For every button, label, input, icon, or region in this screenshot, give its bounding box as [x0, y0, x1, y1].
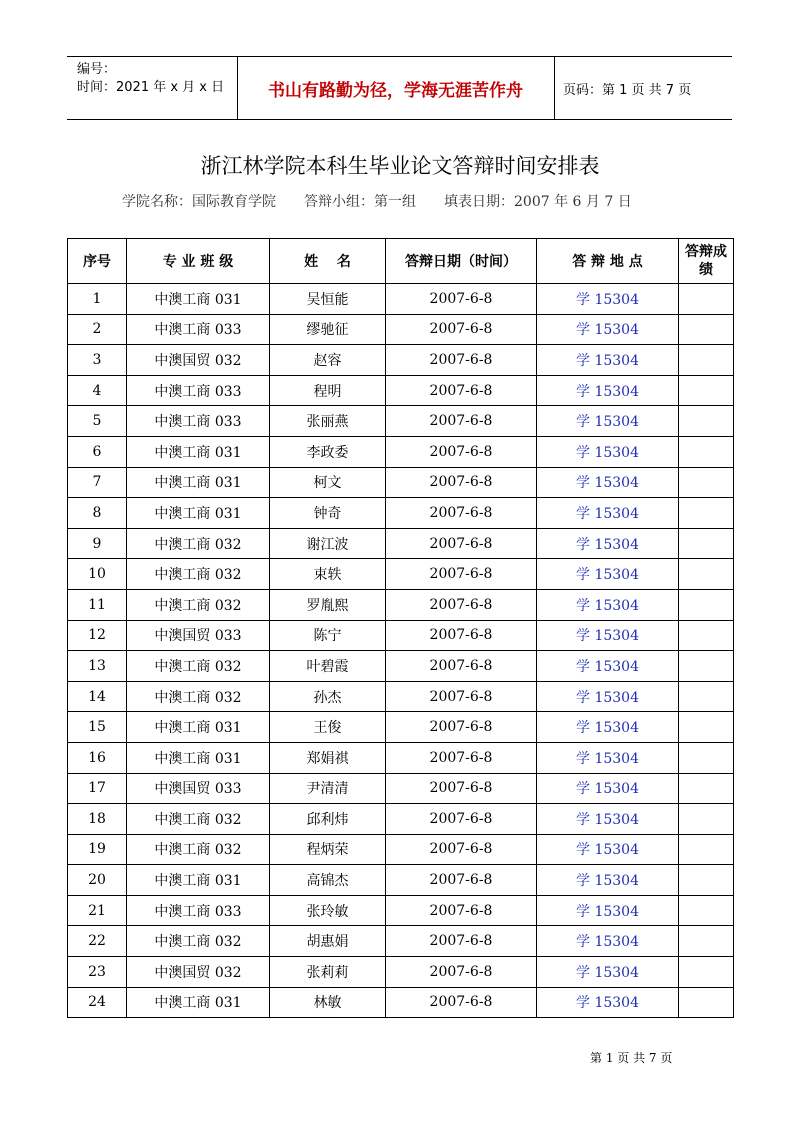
- col-header: 答辩成绩: [679, 239, 734, 284]
- college-name: 学院名称：国际教育学院: [122, 194, 276, 210]
- student-name: 郑娟祺: [270, 742, 386, 773]
- student-name: 钟奇: [270, 498, 386, 529]
- student-name: 胡惠娟: [270, 926, 386, 957]
- defense-room: 学 15304: [537, 895, 679, 926]
- table-row: [68, 742, 734, 773]
- table-row: [68, 957, 734, 988]
- student-name: 张丽燕: [270, 406, 386, 437]
- row-number: 3: [68, 345, 127, 376]
- row-number: 17: [68, 773, 127, 804]
- student-name: 缪驰征: [270, 314, 386, 345]
- class-name: 中澳国贸 032: [127, 957, 270, 988]
- student-name: 程明: [270, 375, 386, 406]
- class-name: 中澳工商 031: [127, 987, 270, 1018]
- row-number: 6: [68, 436, 127, 467]
- defense-room: 学 15304: [537, 681, 679, 712]
- class-name: 中澳工商 032: [127, 834, 270, 865]
- row-number: 16: [68, 742, 127, 773]
- defense-date: 2007-6-8: [386, 712, 537, 743]
- defense-score: [679, 926, 734, 957]
- defense-date: 2007-6-8: [386, 681, 537, 712]
- defense-date: 2007-6-8: [386, 498, 537, 529]
- defense-score: [679, 712, 734, 743]
- defense-date: 2007-6-8: [386, 987, 537, 1018]
- defense-score: [679, 742, 734, 773]
- defense-room: 学 15304: [537, 804, 679, 835]
- row-number: 7: [68, 467, 127, 498]
- class-name: 中澳工商 032: [127, 589, 270, 620]
- defense-room: 学 15304: [537, 528, 679, 559]
- defense-score: [679, 589, 734, 620]
- class-name: 中澳工商 031: [127, 498, 270, 529]
- table-row: [68, 804, 734, 835]
- table-row: [68, 498, 734, 529]
- header-divider: [554, 57, 555, 119]
- page-header: [67, 56, 732, 120]
- defense-score: [679, 498, 734, 529]
- student-name: 罗胤熙: [270, 589, 386, 620]
- student-name: 林敏: [270, 987, 386, 1018]
- row-number: 2: [68, 314, 127, 345]
- page-footer: 第 1 页 共 7 页: [590, 1051, 673, 1065]
- defense-room: 学 15304: [537, 742, 679, 773]
- defense-score: [679, 987, 734, 1018]
- table-row: [68, 620, 734, 651]
- table-row: [68, 773, 734, 804]
- table-row: [68, 895, 734, 926]
- table-row: [68, 865, 734, 896]
- student-name: 程炳荣: [270, 834, 386, 865]
- motto: 书山有路勤为径，学海无涯苦作舟: [268, 80, 523, 101]
- defense-score: [679, 559, 734, 590]
- student-name: 尹清清: [270, 773, 386, 804]
- defense-score: [679, 406, 734, 437]
- defense-room: 学 15304: [537, 926, 679, 957]
- row-number: 5: [68, 406, 127, 437]
- class-name: 中澳工商 033: [127, 314, 270, 345]
- defense-date: 2007-6-8: [386, 620, 537, 651]
- row-number: 13: [68, 651, 127, 682]
- row-number: 18: [68, 804, 127, 835]
- row-number: 8: [68, 498, 127, 529]
- row-number: 21: [68, 895, 127, 926]
- class-name: 中澳工商 032: [127, 559, 270, 590]
- class-name: 中澳工商 032: [127, 651, 270, 682]
- table-row: [68, 467, 734, 498]
- defense-date: 2007-6-8: [386, 895, 537, 926]
- defense-date: 2007-6-8: [386, 589, 537, 620]
- col-header: 答辩日期（时间）: [386, 239, 537, 284]
- student-name: 陈宁: [270, 620, 386, 651]
- row-number: 4: [68, 375, 127, 406]
- table-row: [68, 375, 734, 406]
- class-name: 中澳工商 033: [127, 895, 270, 926]
- table-row: [68, 528, 734, 559]
- defense-room: 学 15304: [537, 834, 679, 865]
- defense-date: 2007-6-8: [386, 375, 537, 406]
- defense-date: 2007-6-8: [386, 528, 537, 559]
- defense-score: [679, 834, 734, 865]
- class-name: 中澳工商 031: [127, 742, 270, 773]
- row-number: 14: [68, 681, 127, 712]
- table-row: [68, 681, 734, 712]
- defense-score: [679, 681, 734, 712]
- defense-score: [679, 345, 734, 376]
- defense-score: [679, 804, 734, 835]
- class-name: 中澳国贸 032: [127, 345, 270, 376]
- defense-room: 学 15304: [537, 651, 679, 682]
- defense-room: 学 15304: [537, 957, 679, 988]
- row-number: 19: [68, 834, 127, 865]
- defense-date: 2007-6-8: [386, 957, 537, 988]
- defense-date: 2007-6-8: [386, 865, 537, 896]
- defense-score: [679, 895, 734, 926]
- defense-date: 2007-6-8: [386, 651, 537, 682]
- student-name: 束轶: [270, 559, 386, 590]
- row-number: 15: [68, 712, 127, 743]
- student-name: 叶碧霞: [270, 651, 386, 682]
- defense-date: 2007-6-8: [386, 804, 537, 835]
- defense-score: [679, 436, 734, 467]
- col-header: 专 业 班 级: [127, 239, 270, 284]
- table-row: [68, 436, 734, 467]
- student-name: 柯文: [270, 467, 386, 498]
- student-name: 谢江波: [270, 528, 386, 559]
- class-name: 中澳工商 032: [127, 926, 270, 957]
- defense-date: 2007-6-8: [386, 467, 537, 498]
- class-name: 中澳国贸 033: [127, 773, 270, 804]
- row-number: 9: [68, 528, 127, 559]
- class-name: 中澳工商 031: [127, 712, 270, 743]
- class-name: 中澳工商 032: [127, 681, 270, 712]
- student-name: 孙杰: [270, 681, 386, 712]
- defense-date: 2007-6-8: [386, 742, 537, 773]
- table-body: [68, 284, 734, 1018]
- defense-date: 2007-6-8: [386, 314, 537, 345]
- defense-score: [679, 284, 734, 315]
- student-name: 张玲敏: [270, 895, 386, 926]
- defense-score: [679, 865, 734, 896]
- table-header-row: [68, 239, 734, 284]
- defense-room: 学 15304: [537, 559, 679, 590]
- table-row: [68, 345, 734, 376]
- defense-room: 学 15304: [537, 498, 679, 529]
- row-number: 22: [68, 926, 127, 957]
- table-row: [68, 589, 734, 620]
- defense-room: 学 15304: [537, 345, 679, 376]
- col-header: 答 辩 地 点: [537, 239, 679, 284]
- defense-room: 学 15304: [537, 589, 679, 620]
- defense-score: [679, 528, 734, 559]
- defense-score: [679, 375, 734, 406]
- table-row: [68, 406, 734, 437]
- schedule-table: [67, 238, 734, 1018]
- student-name: 邱利炜: [270, 804, 386, 835]
- defense-room: 学 15304: [537, 620, 679, 651]
- row-number: 12: [68, 620, 127, 651]
- table-row: [68, 834, 734, 865]
- header-meta: [77, 61, 224, 97]
- table-row: [68, 284, 734, 315]
- class-name: 中澳工商 031: [127, 865, 270, 896]
- defense-date: 2007-6-8: [386, 406, 537, 437]
- defense-room: 学 15304: [537, 375, 679, 406]
- defense-date: 2007-6-8: [386, 834, 537, 865]
- col-header: 姓 名: [270, 239, 386, 284]
- class-name: 中澳工商 032: [127, 528, 270, 559]
- row-number: 11: [68, 589, 127, 620]
- class-name: 中澳工商 033: [127, 375, 270, 406]
- class-name: 中澳工商 031: [127, 467, 270, 498]
- defense-score: [679, 773, 734, 804]
- table-row: [68, 926, 734, 957]
- col-header: 序号: [68, 239, 127, 284]
- group-name: 答辩小组：第一组: [304, 194, 416, 210]
- row-number: 23: [68, 957, 127, 988]
- defense-room: 学 15304: [537, 773, 679, 804]
- fill-date: 填表日期：2007 年 6 月 7 日: [444, 194, 632, 210]
- code-label: 编号：: [77, 62, 117, 77]
- table-row: [68, 651, 734, 682]
- row-number: 24: [68, 987, 127, 1018]
- defense-date: 2007-6-8: [386, 345, 537, 376]
- defense-room: 学 15304: [537, 314, 679, 345]
- defense-room: 学 15304: [537, 712, 679, 743]
- time-label: 时间：2021 年 x 月 x 日: [77, 80, 225, 95]
- defense-room: 学 15304: [537, 987, 679, 1018]
- defense-score: [679, 957, 734, 988]
- defense-score: [679, 651, 734, 682]
- defense-score: [679, 620, 734, 651]
- defense-room: 学 15304: [537, 865, 679, 896]
- class-name: 中澳工商 033: [127, 406, 270, 437]
- defense-date: 2007-6-8: [386, 559, 537, 590]
- defense-date: 2007-6-8: [386, 926, 537, 957]
- table-row: [68, 314, 734, 345]
- class-name: 中澳工商 031: [127, 436, 270, 467]
- info-line: [122, 192, 692, 213]
- defense-date: 2007-6-8: [386, 773, 537, 804]
- defense-date: 2007-6-8: [386, 284, 537, 315]
- defense-room: 学 15304: [537, 406, 679, 437]
- defense-room: 学 15304: [537, 284, 679, 315]
- student-name: 李政委: [270, 436, 386, 467]
- row-number: 20: [68, 865, 127, 896]
- defense-date: 2007-6-8: [386, 436, 537, 467]
- class-name: 中澳工商 031: [127, 284, 270, 315]
- defense-score: [679, 467, 734, 498]
- document-title: 浙江林学院本科生毕业论文答辩时间安排表: [200, 154, 600, 178]
- student-name: 张莉莉: [270, 957, 386, 988]
- table-row: [68, 987, 734, 1018]
- defense-score: [679, 314, 734, 345]
- row-number: 1: [68, 284, 127, 315]
- student-name: 赵容: [270, 345, 386, 376]
- student-name: 王俊: [270, 712, 386, 743]
- table-row: [68, 712, 734, 743]
- row-number: 10: [68, 559, 127, 590]
- class-name: 中澳工商 032: [127, 804, 270, 835]
- page-info: 页码：第 1 页 共 7 页: [563, 82, 692, 98]
- table-row: [68, 559, 734, 590]
- defense-room: 学 15304: [537, 436, 679, 467]
- defense-room: 学 15304: [537, 467, 679, 498]
- student-name: 高锦杰: [270, 865, 386, 896]
- class-name: 中澳国贸 033: [127, 620, 270, 651]
- student-name: 吴恒能: [270, 284, 386, 315]
